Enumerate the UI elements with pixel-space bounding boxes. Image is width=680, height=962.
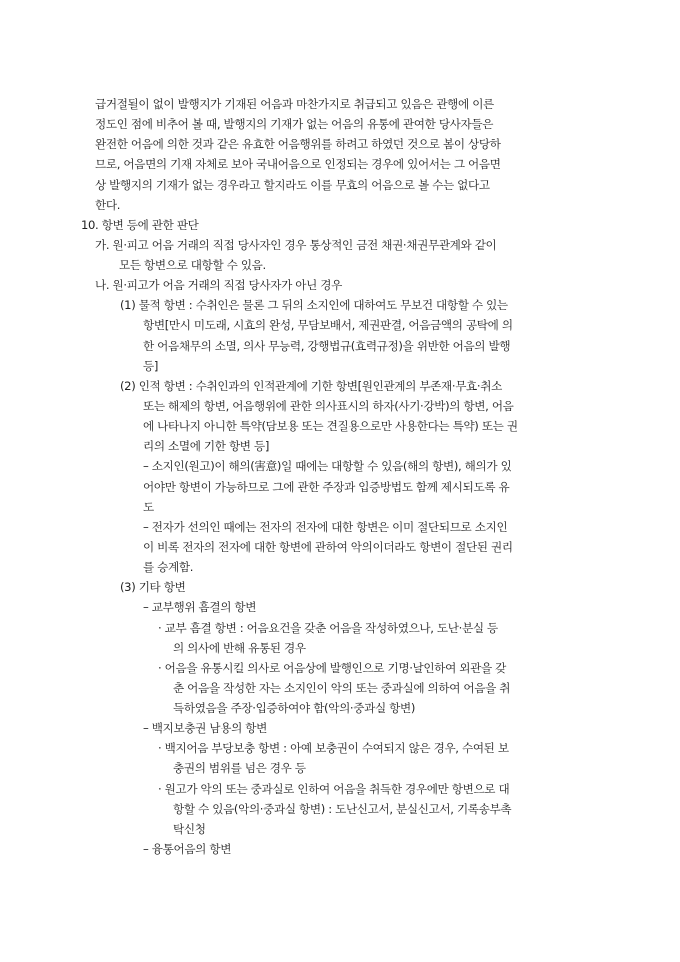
intro-line: 한다.	[95, 198, 121, 212]
bullet-line: 춘 어음을 작성한 자는 소지인이 악의 또는 중과실에 의하여 어음을 취	[173, 681, 511, 695]
bullet-line: · 어음을 유통시킬 의사로 어음상에 발행인으로 기명·날인하여 외관을 갖	[158, 661, 506, 675]
intro-line: 므로, 어음면의 기재 자체로 보아 국내어음으로 인정되는 경우에 있어서는 그 어음면	[95, 157, 501, 171]
intro-line: 완전한 어음에 의한 것과 같은 유효한 어음행위를 하려고 하였던 것으로 봄이 상당하	[95, 137, 501, 151]
bullet-line: 항할 수 있음(악의·중과실 항변) : 도난신고서, 분실신고서, 기록송부촉	[173, 802, 512, 816]
item-2-line: 또는 해제의 항변, 어음행위에 관한 의사표시의 하자(사기·강박)의 항변, 어음	[143, 399, 514, 413]
bullet-line: 득하였음을 주장·입증하여야 함(악의·중과실 항변)	[173, 701, 416, 715]
dash-heading: – 교부행위 흠결의 항변	[143, 600, 257, 614]
bullet-line: · 원고가 악의 또는 중과실로 인하여 어음을 취득한 경우에만 항변으로 대	[158, 782, 510, 796]
bullet-line: 의 의사에 반해 유통된 경우	[173, 641, 306, 655]
dash-heading: – 백지보충권 남용의 항변	[143, 721, 267, 735]
item-2-dash-line: 이 비록 전자의 전자에 대한 항변에 관하여 악의이더라도 항변이 절단된 권리	[143, 540, 513, 554]
item-2-line: (2) 인적 항변 : 수취인과의 인적관계에 기한 항변[원인관계의 부존재·무효·취소	[120, 379, 502, 393]
section-heading: 10. 항변 등에 관한 판단	[81, 218, 199, 232]
item-2-line: 에 나타나지 아니한 특약(담보용 또는 견질용으로만 사용한다는 특약) 또는 권	[143, 419, 518, 433]
item-1-line: 등]	[143, 359, 159, 373]
item-2-dash-line: – 소지인(원고)이 해의(害意)일 때에는 대항할 수 있음(해의 항변), 해의가 있	[143, 459, 512, 473]
item-2-dash-line: 를 승계함.	[143, 560, 194, 574]
bullet-line: · 백지어음 부당보충 항변 : 아예 보충권이 수여되지 않은 경우, 수여된 보	[158, 741, 509, 755]
intro-line: 급거절될이 없이 발행지가 기재된 어음과 마찬가지로 취급되고 있음은 관행에 이른	[95, 97, 494, 111]
item-2-dash-line: 어야만 항변이 가능하므로 그에 관한 주장과 입증방법도 함께 제시되도록 유	[143, 480, 510, 494]
subsection-na-heading: 나. 원·피고가 어음 거래의 직접 당사자가 아닌 경우	[95, 278, 343, 292]
item-1-line: 한 어음채무의 소멸, 의사 무능력, 강행법규(효력규정)을 위반한 어음의 발행	[143, 339, 511, 353]
item-3-heading: (3) 기타 항변	[120, 580, 186, 594]
item-2-line: 리의 소멸에 기한 항변 등]	[143, 439, 270, 453]
item-2-dash-line: – 전자가 선의인 때에는 전자의 전자에 대한 항변은 이미 절단되므로 소지인	[143, 520, 508, 534]
bullet-line: · 교부 흠결 항변 : 어음요건을 갖춘 어음을 작성하였으나, 도난·분실 등	[158, 621, 498, 635]
intro-line: 상 발행지의 기재가 없는 경우라고 할지라도 이를 무효의 어음으로 볼 수는 없다고	[95, 178, 490, 192]
item-2-dash-line: 도	[143, 500, 154, 514]
intro-line: 정도인 점에 비추어 볼 때, 발행지의 기재가 없는 어음의 유통에 관여한 당사자들은	[95, 117, 494, 131]
subsection-ga-line: 가. 원·피고 어음 거래의 직접 당사자인 경우 통상적인 금전 채권·채권무관계와 같이	[95, 238, 497, 252]
item-1-line: 항변[만시 미도래, 시효의 완성, 무담보배서, 제권판결, 어음금액의 공탁에 의	[143, 318, 513, 332]
subsection-ga-line: 모든 항변으로 대항할 수 있음.	[119, 258, 266, 272]
dash-heading: – 융통어음의 항변	[143, 842, 232, 856]
bullet-line: 충권의 범위를 넘은 경우 등	[173, 761, 306, 775]
bullet-line: 탁신청	[173, 822, 206, 836]
item-1-line: (1) 물적 항변 : 수취인은 물론 그 뒤의 소지인에 대하여도 무보건 대항할 수 있는	[120, 298, 508, 312]
